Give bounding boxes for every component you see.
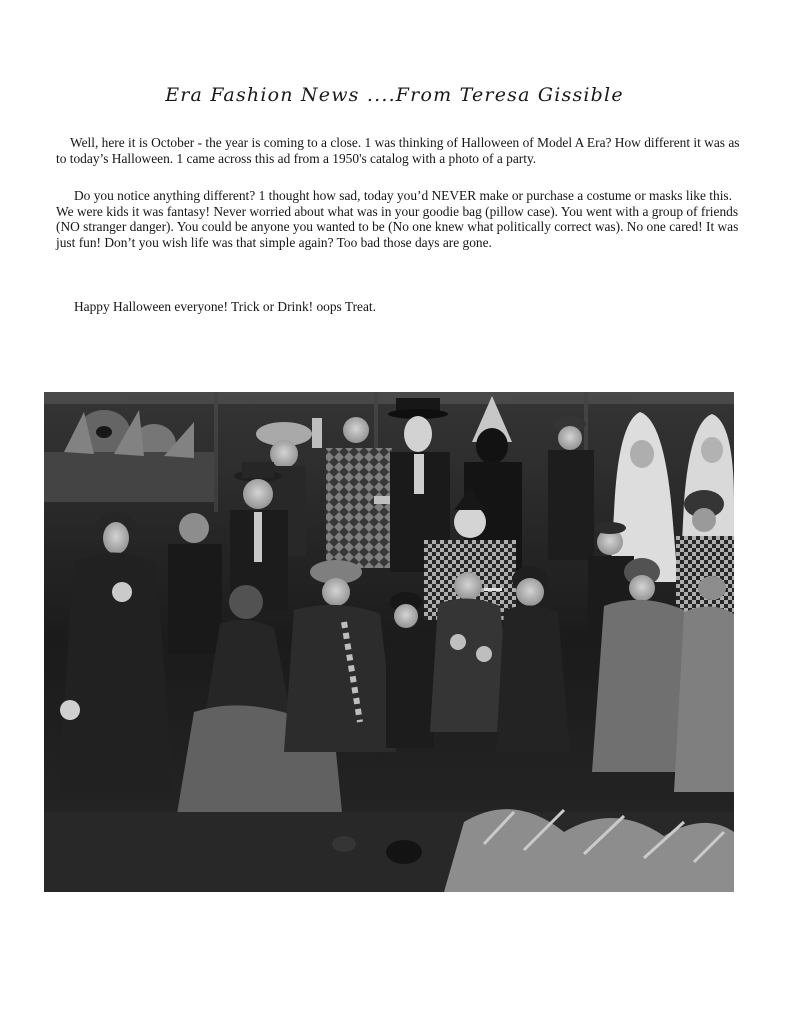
halloween-party-photo-drawing <box>44 392 734 892</box>
paragraph-reflection <box>56 188 744 250</box>
paragraph-closing-text: Happy Halloween everyone! Trick or Drink! oops Treat. <box>74 299 376 314</box>
halloween-party-photo <box>44 392 734 892</box>
photo-grain <box>44 392 734 892</box>
page-title: Era Fashion News ....From Teresa Gissible <box>165 84 624 106</box>
paragraph-intro-text: Well, here it is October - the year is coming to a close. 1 was thinking of Halloween of Model A Era? How different it was as to today’s Halloween. 1 came across this ad from a 1950's catalog with a photo of a party. <box>56 135 740 166</box>
paragraph-closing <box>56 299 744 315</box>
paragraph-intro <box>56 135 744 166</box>
paragraph-reflection-text: Do you notice anything different? 1 thought how sad, today you’d NEVER make or purchase a costume or masks like this. We were kids it was fantasy! Never worried about what was in your goodie bag (pillow case). You went with a group of friends (NO stranger danger). You could be anyone you wanted to be (No one knew what politically correct was). No one cared! It was just fun! Don’t you wish life was that simple again? Too bad those days are gone. <box>56 188 739 250</box>
